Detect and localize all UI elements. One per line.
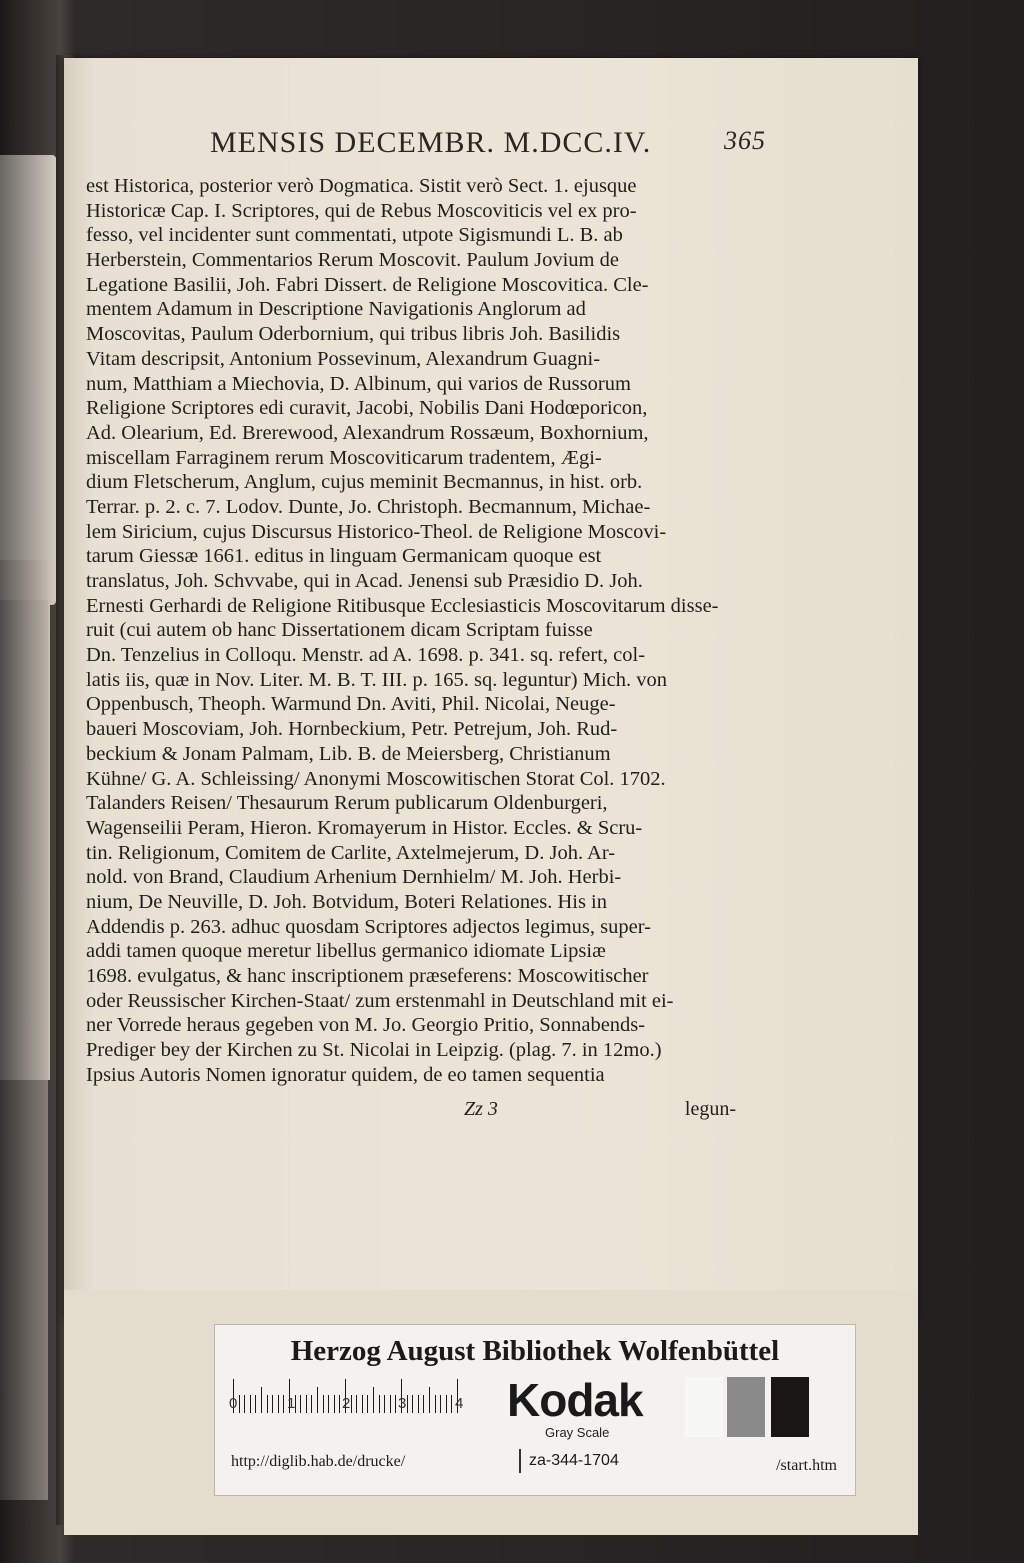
text-line: nium, De Neuville, D. Joh. Botvidum, Boteri Relationes. His in [86, 890, 607, 913]
text-line: lem Siricium, cujus Discursus Historico-Theol. de Religione Moscovi- [86, 520, 667, 543]
text-line: beckium & Jonam Palmam, Lib. B. de Meiersberg, Christianum [86, 742, 611, 765]
text-line: Terrar. p. 2. c. 7. Lodov. Dunte, Jo. Christoph. Becmannum, Michae- [86, 495, 651, 518]
text-line: Moscovitas, Paulum Oderbornium, qui tribus libris Joh. Basilidis [86, 323, 621, 346]
text-line: Historicæ Cap. I. Scriptores, qui de Rebus Moscoviticis vel ex pro- [86, 199, 637, 222]
gray-patch-mid [727, 1377, 765, 1437]
text-line: tin. Religionum, Comitem de Carlite, Axtelmejerum, D. Joh. Ar- [86, 841, 616, 864]
scale-number: 3 [398, 1395, 407, 1412]
scale-tick [306, 1395, 307, 1413]
text-line: Ipsius Autoris Nomen ignoratur quidem, de eo tamen sequentia [86, 1063, 605, 1086]
scale-tick [384, 1395, 385, 1413]
text-line: ruit (cui autem ob hanc Dissertationem dicam Scriptam fuisse [86, 619, 593, 642]
text-line: Legatione Basilii, Joh. Fabri Dissert. de Religione Moscovitica. Cle- [86, 273, 649, 296]
text-line: Herberstein, Commentarios Rerum Moscovit. Paulum Jovium de [86, 249, 619, 272]
scale-tick [367, 1395, 368, 1413]
scale-tick [250, 1395, 251, 1413]
scale-tick [423, 1395, 424, 1413]
library-name: Herzog August Bibliothek Wolfenbüttel [290, 1335, 780, 1367]
scale-tick [362, 1395, 363, 1413]
scale-tick [351, 1395, 352, 1413]
scale-tick [407, 1395, 408, 1413]
scale-number: 4 [455, 1395, 464, 1412]
scale-tick [390, 1395, 391, 1413]
scale-tick [451, 1395, 452, 1413]
scale-tick [435, 1395, 436, 1413]
scale-tick [446, 1395, 447, 1413]
gray-patch-white [685, 1377, 723, 1437]
text-line: dium Fletscherum, Anglum, cujus meminit Becmannus, in hist. orb. [86, 471, 643, 494]
scale-tick [267, 1395, 268, 1413]
book-edge [0, 600, 48, 1500]
scale-tick [328, 1395, 329, 1413]
scale-tick [283, 1395, 284, 1413]
scale-tick [379, 1395, 380, 1413]
running-header [210, 126, 766, 160]
text-line: Ad. Olearium, Ed. Brerewood, Alexandrum Rossæum, Boxhornium, [86, 421, 649, 444]
text-line: Wagenseilii Peram, Hieron. Kromayerum in Histor. Eccles. & Scru- [86, 816, 643, 839]
text-line: translatus, Joh. Schvvabe, qui in Acad. Jenensi sub Præsidio D. Joh. [86, 570, 643, 592]
text-line: Religione Scriptores edi curavit, Jacobi, Nobilis Dani Hodœporicon, [86, 397, 648, 420]
text-line: Addendis p. 263. adhuc quosdam Scriptores adjectos legimus, super- [86, 915, 651, 938]
scale-tick [323, 1395, 324, 1413]
text-line: Kühne/ G. A. Schleissing/ Anonymi Moscowitischen Storat Col. 1702. [86, 767, 666, 790]
scale-tick [244, 1395, 245, 1413]
scale-tick [317, 1387, 318, 1413]
scale-tick [339, 1395, 340, 1413]
scale-number: 2 [342, 1395, 351, 1412]
text-line: Dn. Tenzelius in Colloqu. Menstr. ad A. 1698. p. 341. sq. refert, col- [86, 644, 646, 667]
signature-mark: Zz 3 [464, 1098, 498, 1120]
text-line: Talanders Reisen/ Thesaurum Rerum publicarum Oldenburgeri, [86, 792, 608, 815]
library-url: http://diglib.hab.de/drucke/ [231, 1453, 406, 1470]
page-footer [86, 1098, 736, 1122]
text-line: Oppenbusch, Theoph. Warmund Dn. Aviti, Phil. Nicolai, Neuge- [86, 693, 616, 716]
scale-tick [373, 1387, 374, 1413]
facing-page-edge [0, 155, 56, 605]
scale-tick [356, 1395, 357, 1413]
scale-tick [272, 1395, 273, 1413]
running-title: MENSIS DECEMBR. M.DCC.IV. [210, 126, 652, 159]
body-text [86, 174, 736, 1087]
scale-tick [255, 1395, 256, 1413]
scale-tick [412, 1395, 413, 1413]
text-line: latis iis, quæ in Nov. Liter. M. B. T. III. p. 165. sq. leguntur) Mich. von [86, 668, 667, 691]
scale-tick [418, 1395, 419, 1413]
library-label-card [214, 1324, 856, 1496]
text-line: nold. von Brand, Claudium Arhenium Dernhielm/ M. Joh. Herbi- [86, 866, 622, 889]
gray-scale-caption: Gray Scale [545, 1425, 610, 1440]
gray-patch-black [771, 1377, 809, 1437]
text-line: tarum Giessæ 1661. editus in linguam Germanicam quoque est [86, 545, 602, 568]
text-line: ner Vorrede heraus gegeben von M. Jo. Georgio Pritio, Sonnabends- [86, 1014, 646, 1037]
shelfmark: za-344-1704 [519, 1449, 649, 1473]
scale-tick [395, 1395, 396, 1413]
scale-tick [300, 1395, 301, 1413]
text-line: miscellam Farraginem rerum Moscoviticarum tradentem, Ægi- [86, 446, 602, 469]
text-line: num, Matthiam a Miechovia, D. Albinum, qui varios de Russorum [86, 372, 631, 395]
catchword: legun- [684, 1098, 736, 1120]
text-line: addi tamen quoque meretur libellus germanico idiomate Lipsiæ [86, 940, 606, 963]
start-link-text: /start.htm [776, 1457, 837, 1474]
scale-tick [278, 1395, 279, 1413]
text-line: Ernesti Gerhardi de Religione Ritibusque Ecclesiasticis Moscovitarum disse- [86, 594, 719, 617]
scale-tick [239, 1395, 240, 1413]
text-line: mentem Adamum in Descriptione Navigationis Anglorum ad [86, 298, 586, 321]
text-line: Prediger bey der Kirchen zu St. Nicolai in Leipzig. (plag. 7. in 12mo.) [86, 1039, 662, 1062]
scale-tick [261, 1387, 262, 1413]
scale-tick [334, 1395, 335, 1413]
scale-number: 1 [287, 1395, 296, 1412]
scale-tick [311, 1395, 312, 1413]
scale-tick [440, 1395, 441, 1413]
text-line: oder Reussischer Kirchen-Staat/ zum erstenmahl in Deutschland mit ei- [86, 989, 674, 1012]
text-line: fesso, vel incidenter sunt commentati, utpote Sigismundi L. B. ab [86, 224, 623, 247]
text-line: 1698. evulgatus, & hanc inscriptionem præseferens: Moscowitischer [86, 965, 649, 987]
scale-tick [429, 1387, 430, 1413]
text-line: est Historica, posterior verò Dogmatica. Sistit verò Sect. 1. ejusque [86, 175, 637, 197]
text-line: Vitam descripsit, Antonium Possevinum, Alexandrum Guagni- [86, 347, 601, 370]
text-line: baueri Moscoviam, Joh. Hornbeckium, Petr. Petrejum, Joh. Rud- [86, 718, 618, 741]
page-number: 365 [724, 126, 766, 155]
scale-number: 0 [229, 1395, 238, 1412]
kodak-logo: Kodak [507, 1374, 643, 1426]
